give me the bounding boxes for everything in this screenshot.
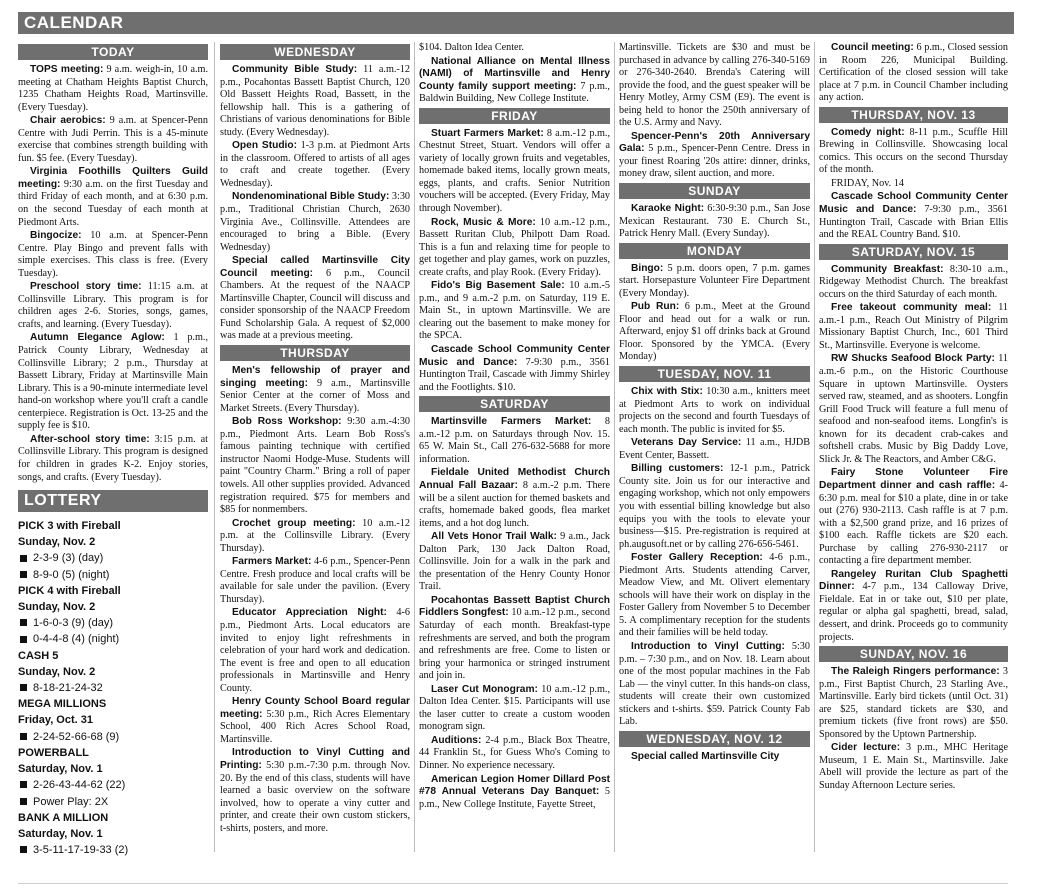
event-listing	[819, 302, 1008, 352]
calendar-banner: CALENDAR	[18, 12, 1014, 34]
event-details: 6 p.m., Council Chambers. At the request of the NAACP Martinsville Chapter, Council will discuss and consider sponsorship of the NAACP Freedom Fund Scholarship Gala. A request of $2,000 was made at a previous meeting.	[220, 267, 410, 342]
event-details: 9 a.m. at Spencer-Penn Centre with Judi Perrin. This is a 45-minute exercise that combines strength building with fun. $5 fee. (Every Tuesday).	[18, 115, 208, 164]
lottery-draw-date: Saturday, Nov. 1	[18, 763, 103, 776]
lottery-result-row	[18, 631, 208, 647]
event-title: Spencer-Penn's 20th Anniversary Gala:	[619, 130, 810, 155]
event-listing	[419, 56, 610, 106]
event-listing	[419, 128, 610, 216]
event-details: 4-6 p.m., Piedmont Arts. Local educators are invited to enjoy light refreshments in celebration of your hard work and dedication. The event is free and open to all education professionals in Martinsville and Henry County.	[220, 607, 410, 694]
lottery-result-row	[18, 680, 208, 696]
event-listing	[619, 641, 810, 729]
section-header: SATURDAY	[419, 396, 610, 412]
event-details: 9 a.m., Jack Dalton Park, 130 Jack Dalton Road, Collinsville. Join for a walk in the park and the presentation of the Henry County Honor Trail.	[419, 531, 610, 593]
column-divider	[614, 42, 615, 852]
column-5	[819, 42, 1008, 794]
event-details: 4-6 p.m., Piedmont Arts. Students attending Carver, Meadow View, and Mt. Olivert elementary schools will have their work on display in the Foster Gallery from November 5 to December 5. A complimentary reception for the students and their families will be held today.	[619, 552, 810, 639]
event-listing	[18, 115, 208, 165]
event-title: Karaoke Night:	[631, 203, 705, 215]
lottery-game-name: MEGA MILLIONS	[18, 698, 107, 711]
lottery-numbers: 8-9-0 (5) (night)	[33, 568, 110, 581]
event-title: RW Shucks Seafood Block Party:	[831, 353, 995, 365]
event-title: Stuart Farmers Market:	[431, 127, 544, 139]
event-details: 6:30-9:30 p.m., San Jose Mexican Restaurant. 730 E. Church St., Patrick Henry Mall. (Every Sunday).	[619, 203, 810, 240]
event-details: 5 p.m., Spencer-Penn Centre. Dress in your finest Roaring '20s attire: dinner, drinks, money draw, silent auction, and more.	[619, 143, 810, 180]
event-title: Farmers Market:	[232, 556, 312, 568]
section-header: SATURDAY, NOV. 15	[819, 244, 1008, 260]
lottery-game-name: BANK A MILLION	[18, 811, 109, 824]
event-title: Billing customers:	[631, 463, 724, 475]
square-bullet-icon	[20, 781, 27, 788]
event-details: 2-4 p.m., Black Box Theatre, 44 Franklin St., for Guess Who's Coming to Dinner. No experience necessary.	[419, 734, 610, 771]
continued-text: $104. Dalton Idea Center.	[419, 42, 524, 53]
event-details: 5:30 p.m., Rich Acres Elementary School, 400 Rich Acres School Road, Martinsville.	[220, 708, 410, 745]
column-1	[18, 42, 208, 858]
event-details: 4-6 p.m., Spencer-Penn Centre. Fresh produce and local crafts will be available for sale under the pavilion. (Every Thursday).	[220, 556, 410, 605]
event-title: Special called Martinsville City	[631, 750, 780, 762]
event-listing	[220, 365, 410, 415]
lottery-banner: LOTTERY	[18, 490, 208, 512]
event-listing	[220, 556, 410, 606]
event-details: 11 a.m., HJDB Event Center, Bassett.	[619, 437, 810, 461]
event-title: Foster Gallery Reception:	[631, 552, 763, 564]
event-listing	[18, 166, 208, 229]
square-bullet-icon	[20, 571, 27, 578]
event-details: 11 a.m.-12 p.m., Pocahontas Bassett Baptist Church, 120 Old Bassett Heights Road, Bassett, in the fellowship hall. This is a gathering of Christians of various denominations for Bible study. (Every Wednesday).	[220, 64, 410, 138]
event-listing	[419, 344, 610, 394]
event-title: Introduction to Vinyl Cutting and Printing:	[220, 747, 410, 771]
event-title: Community Bible Study:	[232, 64, 358, 75]
event-title: Preschool story time:	[30, 281, 142, 293]
event-title: Veterans Day Service:	[631, 437, 742, 449]
lottery-draw-date: Sunday, Nov. 2	[18, 536, 96, 549]
section-header: THURSDAY	[220, 345, 410, 361]
event-listing	[619, 301, 810, 364]
event-listing	[220, 518, 410, 556]
event-listing	[220, 191, 410, 254]
event-details: 11 a.m.-1 p.m., Reach Out Ministry of Pilgrim Missionary Baptist Church, Inc., 601 Third St., Martinsville. Everyone is welcome.	[819, 302, 1008, 351]
lottery-result-row	[18, 794, 208, 810]
event-title: Introduction to Vinyl Cutting:	[631, 640, 785, 652]
lottery-numbers: 0-4-4-8 (4) (night)	[33, 633, 120, 646]
event-listing	[619, 751, 810, 764]
event-listing	[419, 217, 610, 280]
lottery-game-name: PICK 4 with Fireball	[18, 584, 121, 597]
event-details: 4-7 p.m., 134 Calloway Drive, Fieldale. Eat in or take out, $10 per plate, regular or alpha gal spaghetti, bread, salad, dessert, and drink. Proceeds go to community projects.	[819, 581, 1008, 643]
event-details: 10 a.m.-12 p.m., Bassett Ruritan Club, Philpott Dam Road. This is a fun and relaxing time for people to get together and play games, work on puzzles, create crafts, and play Rook. (Every Friday).	[419, 216, 610, 278]
square-bullet-icon	[20, 733, 27, 740]
lottery-numbers: 1-6-0-3 (9) (day)	[33, 617, 114, 630]
event-details: 11:15 a.m. at Collinsville Library. This program is for children ages 2-6. Stories, songs, games, crafts, and learning. (Every Tuesday).	[18, 281, 209, 330]
event-details: 10 a.m.-12 p.m. at the Collinsville Library. (Every Thursday).	[220, 517, 410, 554]
event-details: FRIDAY, Nov. 14	[831, 177, 904, 189]
square-bullet-icon	[20, 636, 27, 643]
lottery-numbers: 8-18-21-24-32	[33, 682, 103, 695]
event-listing	[419, 416, 610, 466]
event-title: Auditions:	[431, 734, 482, 746]
event-details: 10 a.m.-5 p.m., and 9 a.m.-2 p.m. on Saturday, 119 E. Main St., in uptown Martinsville. We are clearing out the basement to make money for the SPCA.	[419, 280, 610, 342]
column-3	[419, 42, 610, 812]
event-title: Comedy night:	[831, 126, 905, 138]
event-listing	[619, 386, 810, 436]
event-listing	[18, 230, 208, 280]
event-title: Educator Appreciation Night:	[232, 607, 387, 619]
section-header: TODAY	[18, 44, 208, 60]
event-listing	[419, 595, 610, 683]
event-title: Cider lecture:	[831, 742, 901, 754]
column-divider	[214, 42, 215, 852]
event-details: 3:15 p.m. at Collinsville Library. This program is designed for children in grades K-2. Enjoy stories, songs, and crafts. (Every Tuesday).	[18, 433, 208, 483]
event-details: 12-1 p.m., Patrick County site. Join us for our interactive and engaging workshop, which not only empowers you with essential billing knowledge but also equips you with the tools to elevate your business—$15. Pre-registration is required at ph.augusoft.net or by calling 276-656-5461.	[619, 463, 810, 550]
event-listing	[419, 280, 610, 343]
event-title: Cascade School Community Center Music and Dance:	[819, 191, 1008, 216]
event-listing	[18, 434, 208, 484]
event-title: American Legion Homer Dillard Post #78 Annual Veterans Day Banquet:	[419, 773, 610, 798]
event-listing	[619, 552, 810, 640]
event-listing	[220, 416, 410, 516]
event-listing	[220, 607, 410, 695]
event-listing	[419, 531, 610, 594]
event-details: 3 p.m., First Baptist Church, 23 Starling Ave., Martinsville. Early bird tickets (until Oct. 31) are $25, standard tickets are $30, and premium tickets (five front rows) are $50. Sponsored by the Uptown Partnership.	[819, 666, 1008, 740]
event-details: 8-11 p.m., Scuffle Hill Brewing in Collinsville. Showcasing local comics. This occurs on the second Thursday of the month.	[819, 126, 1008, 176]
event-title: Bingo:	[631, 262, 664, 274]
event-title: Free takeout community meal:	[831, 302, 992, 314]
event-title: All Vets Honor Trail Walk:	[431, 531, 557, 543]
event-details: 3:30 p.m., Traditional Christian Church, 2630 Virginia Ave., Collinsville. Attendees are encouraged to bring a Bible. (Every Wednesday)	[220, 191, 411, 253]
section-header: FRIDAY	[419, 108, 610, 124]
section-header: WEDNESDAY	[220, 44, 410, 60]
event-listing	[819, 666, 1008, 741]
event-listing	[619, 131, 810, 181]
event-details: 9:30 a.m. on the first Tuesday and third Friday of each month, and at 6:30 p.m. on the second Tuesday of each month at Piedmont Arts.	[18, 178, 208, 228]
event-title: Laser Cut Monogram:	[431, 683, 538, 695]
event-listing	[220, 140, 410, 190]
event-listing	[18, 281, 208, 331]
event-listing	[419, 774, 610, 812]
section-header: MONDAY	[619, 243, 810, 259]
lottery-draw-date: Friday, Oct. 31	[18, 714, 93, 727]
square-bullet-icon	[20, 619, 27, 626]
event-listing	[18, 332, 208, 432]
event-listing	[819, 742, 1008, 792]
event-details: 5 p.m., New College Institute, Fayette Street,	[419, 786, 610, 810]
event-title: TOPS meeting:	[30, 64, 104, 75]
lottery-result-row	[18, 615, 208, 631]
event-details: 1-3 p.m. at Piedmont Arts in the classroom. Offered to artists of all ages to craft and create together. (Every Wednesday).	[220, 140, 410, 189]
event-listing	[819, 353, 1008, 466]
event-title: Fairy Stone Volunteer Fire Department dinner and cash raffle:	[819, 467, 1008, 491]
event-details: 8:30-10 a.m., Ridgeway Methodist Church. The breakfast occurs on the third Saturday of each month.	[819, 263, 1008, 300]
event-title: Henry County School Board regular meeting:	[220, 696, 410, 720]
square-bullet-icon	[20, 555, 27, 562]
lottery-numbers: 2-3-9 (3) (day)	[33, 552, 104, 565]
column-divider	[814, 42, 815, 852]
event-details: 8 a.m.-12 p.m. on Saturdays through Nov. 15. 65 W. Main St., Call 276-632-5688 for more information.	[419, 416, 611, 465]
event-details: 7-9:30 p.m., 3561 Huntington Trail, Cascade with Jimmy Shirley and the Footlights. $10.	[419, 356, 610, 393]
event-details: 10 a.m.-12 p.m., Dalton Idea Center. $15. Participants will use the laser cutter to create a custom wooden monogram sign.	[419, 683, 610, 733]
column-4	[619, 42, 810, 764]
lottery-result-row	[18, 550, 208, 566]
lottery-game-name: CASH 5	[18, 649, 59, 662]
event-details: 7-9:30 p.m., 3561 Huntington Trail, Cascade with Brian Ellis and the REAL Country Band. $10.	[819, 204, 1008, 241]
event-title: Rock, Music & More:	[431, 216, 536, 228]
section-header: TUESDAY, NOV. 11	[619, 366, 810, 382]
lottery-numbers: 2-24-52-66-68 (9)	[33, 730, 120, 743]
lottery-numbers: 2-26-43-44-62 (22)	[33, 779, 126, 792]
event-details: 6 p.m., Meet at the Ground Floor and head out for a walk or run. Afterward, enjoy $1 off drinks back at Ground Floor. Sponsored by the YMCA. (Every Monday)	[619, 301, 810, 363]
event-listing	[619, 437, 810, 462]
event-details: 5 p.m. doors open, 7 p.m. games start. Horsepasture Volunteer Fire Department (Every Monday).	[619, 262, 810, 299]
event-title: The Raleigh Ringers performance:	[831, 666, 1000, 678]
event-details: 5:30 p.m. – 7:30 p.m., and on Nov. 18. Learn about one of the most popular machines in the Fab Lab — the vinyl cutter. In this hands-on class, students will create their own customized stickers and t-shirts. $59. Patrick County Fab Lab.	[619, 640, 810, 728]
event-details: 11 a.m.-6 p.m., on the Historic Courthouse Square in uptown Martinsville. Oysters served raw, steamed, and as shooters. Longfin Grill Food Truck will feature a full menu of seafood and non-seafood items. Longfin's is known for its decadent crab-cakes and softshell crabs. Music by Big Daddy Love, Slick Jr. & The Reactors, and Amber C&G.	[819, 353, 1009, 465]
event-title: Pocahontas Bassett Baptist Church Fiddlers Songfest:	[419, 594, 610, 619]
column-2	[220, 42, 410, 836]
square-bullet-icon	[20, 684, 27, 691]
event-title: Bingocize:	[30, 230, 82, 242]
event-title: Martinsville Farmers Market:	[431, 416, 592, 428]
event-title: Council meeting:	[831, 42, 914, 53]
event-details: 6 p.m., Closed session in Room 226, Municipal Building. Certification of the closed session will take place at 7 p.m. in Council Chamber including any action.	[819, 42, 1008, 104]
event-title: Rangeley Ruritan Club Spaghetti Dinner:	[819, 568, 1008, 593]
section-header: SUNDAY, NOV. 16	[819, 646, 1008, 662]
event-details: 9 a.m., Martinsville Senior Center at the corner of Moss and Market Streets. (Every Thursday).	[220, 377, 410, 414]
event-title: Special called Martinsville City Council meeting:	[220, 255, 410, 279]
event-listing	[419, 684, 610, 734]
event-title: After-school story time:	[30, 433, 150, 445]
event-listing	[419, 735, 610, 773]
event-details: 10:30 a.m., knitters meet at Piedmont Arts to work on individual projects on the second and fourth Tuesdays of each month. The public is invited for $5.	[619, 386, 810, 435]
event-title: Fieldale United Methodist Church Annual Fall Bazaar:	[419, 467, 610, 491]
event-title: Cascade School Community Center Music and Dance:	[419, 344, 610, 368]
event-title: Men's fellowship of prayer and singing meeting:	[220, 365, 410, 389]
lottery-result-row	[18, 729, 208, 745]
section-header: WEDNESDAY, NOV. 12	[619, 731, 810, 747]
event-title: Crochet group meeting:	[232, 517, 356, 529]
event-listing	[419, 467, 610, 530]
lottery-draw-date: Sunday, Nov. 2	[18, 601, 96, 614]
event-title: Open Studio:	[232, 140, 297, 152]
lottery-numbers: Power Play: 2X	[33, 795, 109, 808]
event-listing	[819, 569, 1008, 644]
lottery-draw-date: Sunday, Nov. 2	[18, 665, 96, 678]
event-listing	[619, 203, 810, 241]
event-title: Virginia Foothills Quilters Guild meeting:	[18, 166, 208, 190]
event-listing	[819, 467, 1008, 567]
event-listing	[819, 42, 1008, 105]
square-bullet-icon	[20, 846, 27, 853]
event-listing	[220, 64, 410, 139]
event-details: 9:30 a.m.-4:30 p.m., Piedmont Arts. Learn Bob Ross's famous painting technique with certified instructor Naomi Hodge-Muse. Students will paint "Country Charm." Bring a roll of paper towels. All other supplies provided. Advanced registration required. $75 for members and $85 for nonmembers.	[220, 416, 411, 516]
lottery-result-row	[18, 842, 208, 858]
event-title: Nondenominational Bible Study:	[232, 191, 390, 203]
footer-rule	[18, 883, 1008, 884]
event-title: Autumn Elegance Aglow:	[30, 332, 165, 344]
event-listing	[819, 127, 1008, 177]
event-listing	[819, 264, 1008, 302]
event-details: 7 p.m., Baldwin Building, New College Institute.	[419, 80, 610, 105]
event-details: 10 a.m. at Spencer-Penn Centre. Play Bingo and prevent falls with simple exercises. This class is free. (Every Tuesday).	[18, 230, 208, 279]
event-listing	[220, 255, 410, 343]
lottery-result-row	[18, 777, 208, 793]
event-details: 1 p.m., Patrick County Library, Wednesday at Collinsville Library; 2 p.m., Thursday at Bassett Library, Friday at Martinsville Main Library. This is a 90-minute intermediate level hand-on workshop where you'll craft a candle centerpiece. Registration is Oct. 13-25 and the supply fee is $10.	[18, 332, 208, 432]
section-header: SUNDAY	[619, 183, 810, 199]
event-title: Bob Ross Workshop:	[232, 416, 342, 428]
event-listing	[220, 696, 410, 746]
event-listing	[819, 191, 1008, 241]
event-listing	[220, 747, 410, 835]
event-details: 10 a.m.-12 p.m., second Saturday of each month. Breakfast-type refreshments are served, and both the program and refreshments are free. Come to listen or bring your harmonica or stringed instrument and join in.	[419, 607, 610, 682]
event-details: 8 a.m.-12 p.m., Chestnut Street, Stuart. Vendors will offer a variety of locally grown fruits and vegetables, homemade baked items, locally grown meats, eggs, plants, and crafts. Senior Nutrition vouchers will be accepted. (Every Friday, May through November).	[419, 127, 610, 215]
square-bullet-icon	[20, 798, 27, 805]
event-listing	[619, 463, 810, 551]
event-listing	[18, 64, 208, 114]
event-details: 3 p.m., MHC Heritage Museum, 1 E. Main St., Martinsville. Jake Abell will provide the lecture as part of the Sunday Afternoon Lecture series.	[819, 742, 1008, 791]
event-listing	[819, 178, 1008, 191]
event-title: National Alliance on Mental Illness (NAMI) of Martinsville and Henry County family support meeting:	[419, 55, 610, 92]
event-details: 9 a.m. weigh-in, 10 a.m. meeting at Chatham Heights Baptist Church, 1235 Chatham Heights Road, Martinsville. (Every Tuesday).	[18, 64, 208, 113]
lottery-results	[18, 518, 208, 858]
section-header: THURSDAY, NOV. 13	[819, 107, 1008, 123]
event-details: 4-6:30 p.m. meal for $10 a plate, dine in or take out (276) 930-2113. Cash raffle is at 7 p.m. with a $2,500 grand prize, and 16 prizes of $100 each. Raffle tickets are $20 each. Purchase by calling 276-930-2117 or contacting a fire department member.	[819, 479, 1008, 567]
lottery-game-name: POWERBALL	[18, 746, 89, 759]
event-title: Pub Run:	[631, 301, 680, 313]
event-title: Community Breakfast:	[831, 263, 944, 275]
lottery-numbers: 3-5-11-17-19-33 (2)	[33, 844, 129, 857]
continued-text: Martinsville. Tickets are $30 and must be purchased in advance by calling 276-340-5169 or 276-340-2640. Brenda's Catering will provide the food, and the guest speaker will be Henry Motley, Army CSM (E9). The event is being held to honor the 250th anniversary of the U.S. Army and Navy.	[619, 42, 810, 129]
lottery-result-row	[18, 567, 208, 583]
event-listing	[619, 263, 810, 301]
lottery-draw-date: Saturday, Nov. 1	[18, 827, 103, 840]
lottery-game-name: PICK 3 with Fireball	[18, 520, 121, 533]
event-title: Fido's Big Basement Sale:	[431, 280, 565, 292]
column-divider	[414, 42, 415, 852]
event-details: 8 a.m.-2 p.m. There will be a silent auction for themed baskets and crafts, homemade baked goods, flea market items, and a hot dog lunch.	[419, 479, 610, 529]
event-title: Chair aerobics:	[30, 115, 106, 127]
event-title: Chix with Stix:	[631, 386, 703, 398]
event-details: 5:30 p.m.-7:30 p.m. through Nov. 20. By the end of this class, students will have learned a basic overview on the software involved, how to operate a viny cutter and printer, and create their own custom stickers, t-shirts, posters, and more.	[220, 759, 410, 834]
